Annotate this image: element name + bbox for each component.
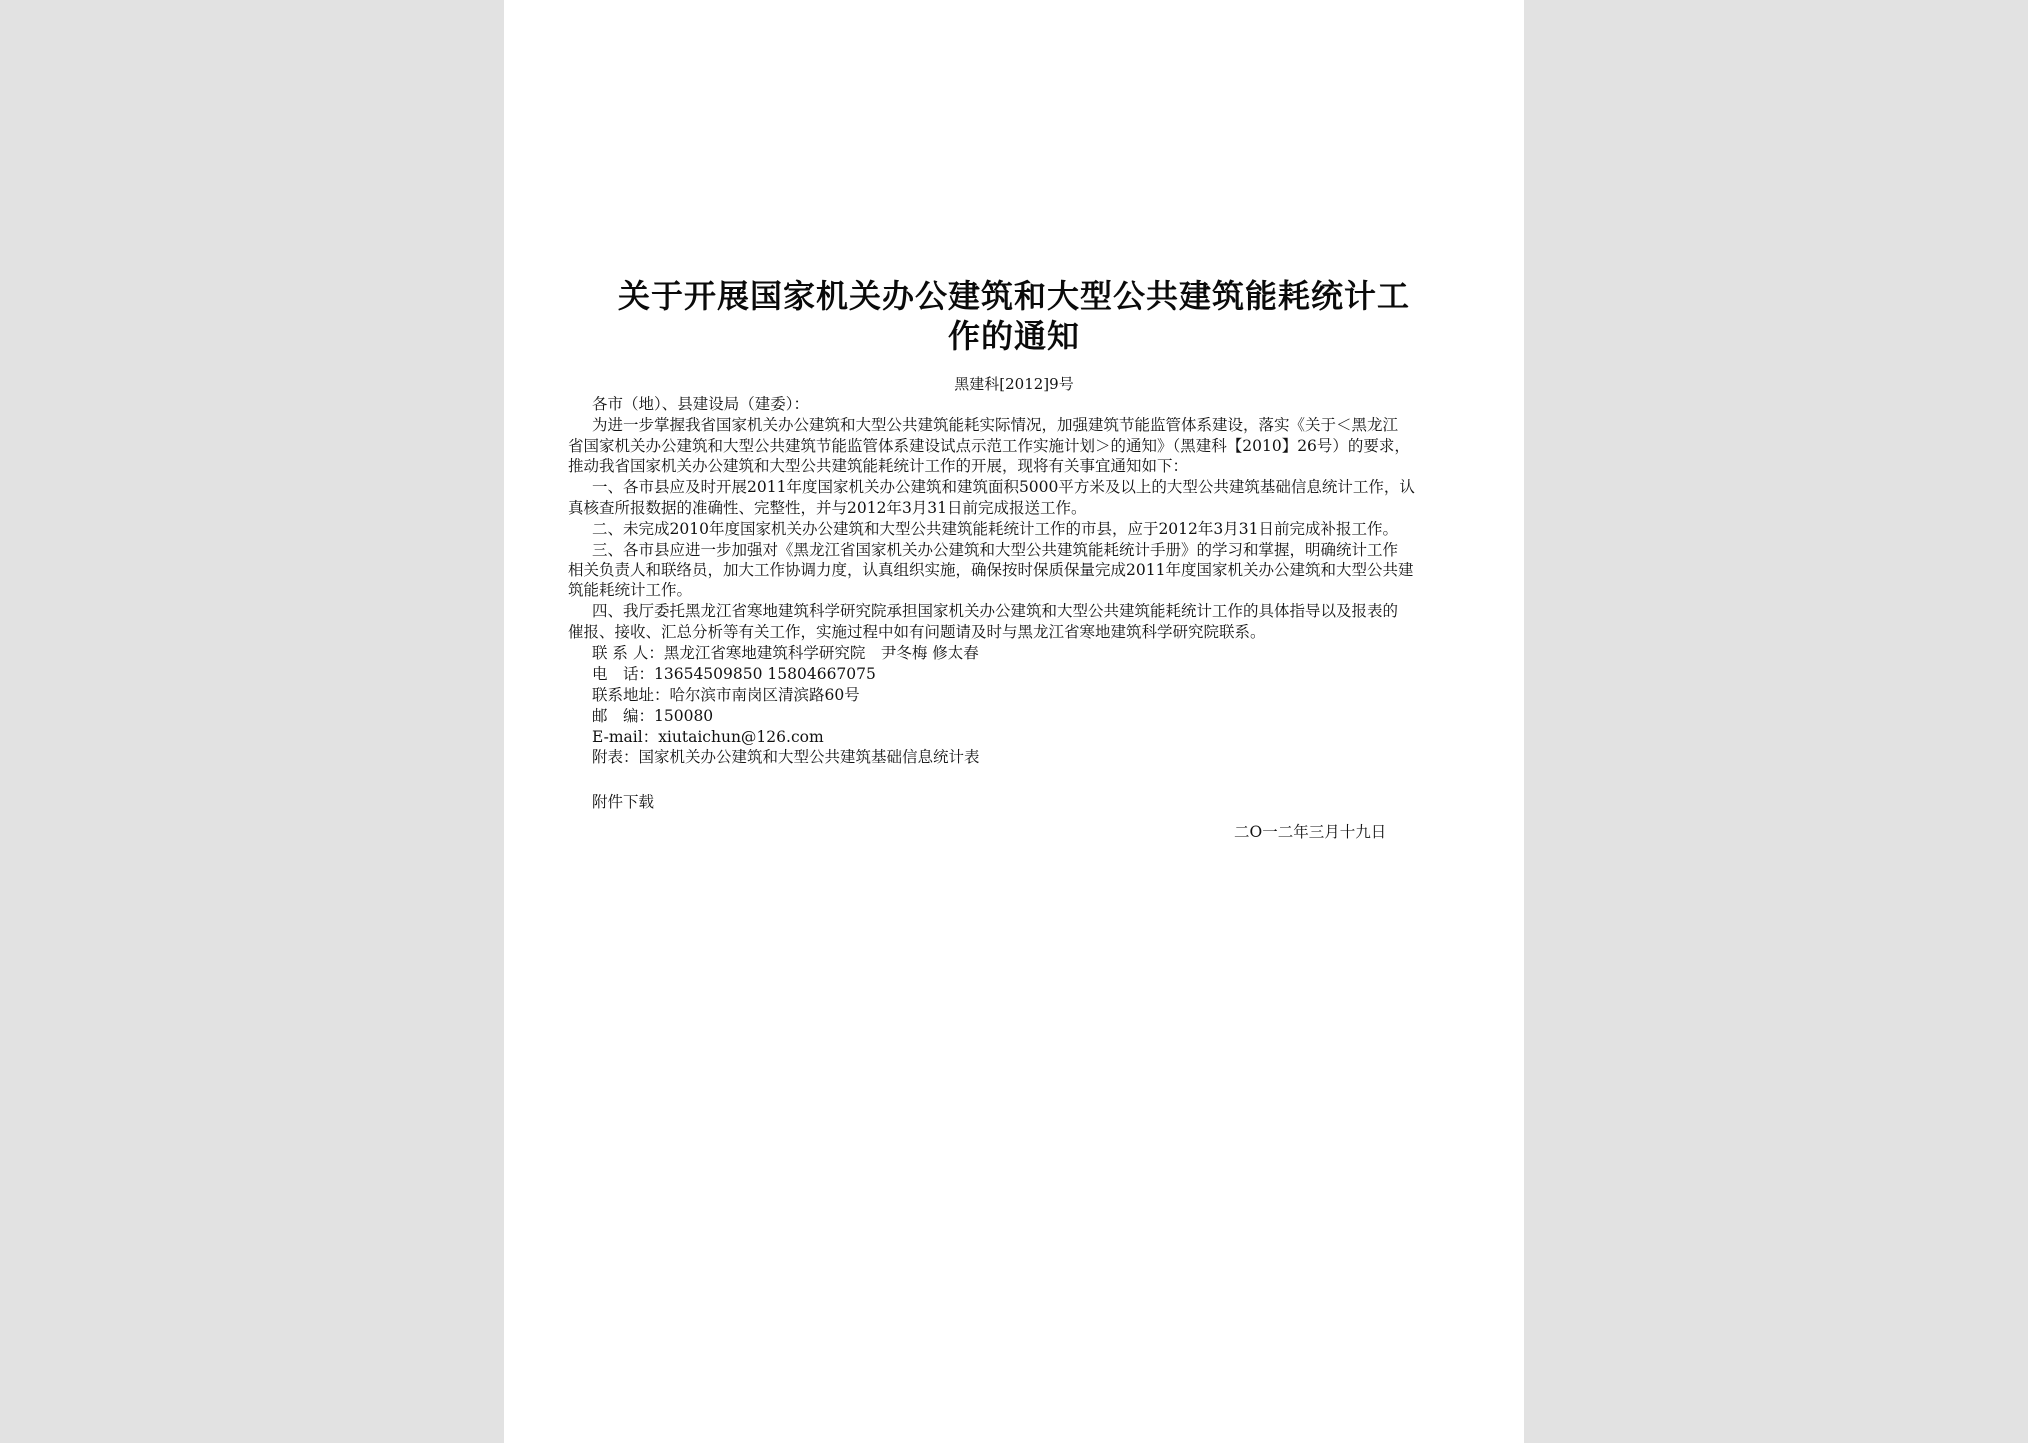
body-line: 二、未完成2010年度国家机关办公建筑和大型公共建筑能耗统计工作的市县，应于2012年3月31日前完成补报工作。: [592, 520, 1398, 538]
body-line: 相关负责人和联络员，加大工作协调力度，认真组织实施，确保按时保质保量完成2011年度国家机关办公建筑和大型公共建: [568, 561, 1414, 579]
contact-address: 联系地址：哈尔滨市南岗区清滨路60号: [592, 686, 860, 704]
body-line: 筑能耗统计工作。: [568, 581, 693, 599]
body-line: 推动我省国家机关办公建筑和大型公共建筑能耗统计工作的开展，现将有关事宜通知如下：: [568, 457, 1189, 475]
document-date: 二O一二年三月十九日: [1234, 823, 1387, 841]
contact-phone: 电 话：13654509850 15804667075: [592, 665, 876, 683]
attachment-table-note: 附表：国家机关办公建筑和大型公共建筑基础信息统计表: [592, 748, 980, 766]
document-page: [504, 0, 1524, 1443]
document-title-line-1: 关于开展国家机关办公建筑和大型公共建筑能耗统计工: [617, 277, 1410, 315]
body-line: 三、各市县应进一步加强对《黑龙江省国家机关办公建筑和大型公共建筑能耗统计手册》的学习和掌握，明确统计工作: [592, 541, 1399, 559]
body-line: 省国家机关办公建筑和大型公共建筑节能监管体系建设试点示范工作实施计划＞的通知》（黑建科【2010】26号）的要求，: [568, 437, 1410, 455]
body-line: 为进一步掌握我省国家机关办公建筑和大型公共建筑能耗实际情况，加强建筑节能监管体系建设，落实《关于＜黑龙江: [592, 416, 1399, 434]
attachment-download-link[interactable]: 附件下载: [592, 793, 655, 811]
contact-postcode: 邮 编：150080: [592, 707, 714, 725]
body-line: 一、各市县应及时开展2011年度国家机关办公建筑和建筑面积5000平方米及以上的大型公共建筑基础信息统计工作，认: [592, 478, 1415, 496]
body-line: 四、我厅委托黑龙江省寒地建筑科学研究院承担国家机关办公建筑和大型公共建筑能耗统计工作的具体指导以及报表的: [592, 602, 1399, 620]
salutation: 各市（地）、县建设局（建委）：: [592, 395, 810, 413]
contact-email: E-mail：xiutaichun@126.com: [592, 728, 824, 746]
document-title-line-2: 作的通知: [947, 317, 1080, 355]
body-line: 催报、接收、汇总分析等有关工作，实施过程中如有问题请及时与黑龙江省寒地建筑科学研究院联系。: [568, 623, 1266, 641]
contact-person: 联 系 人：黑龙江省寒地建筑科学研究院 尹冬梅 修太春: [592, 644, 979, 662]
document-number: 黑建科[2012]9号: [954, 375, 1074, 393]
body-line: 真核查所报数据的准确性、完整性，并与2012年3月31日前完成报送工作。: [568, 499, 1087, 517]
